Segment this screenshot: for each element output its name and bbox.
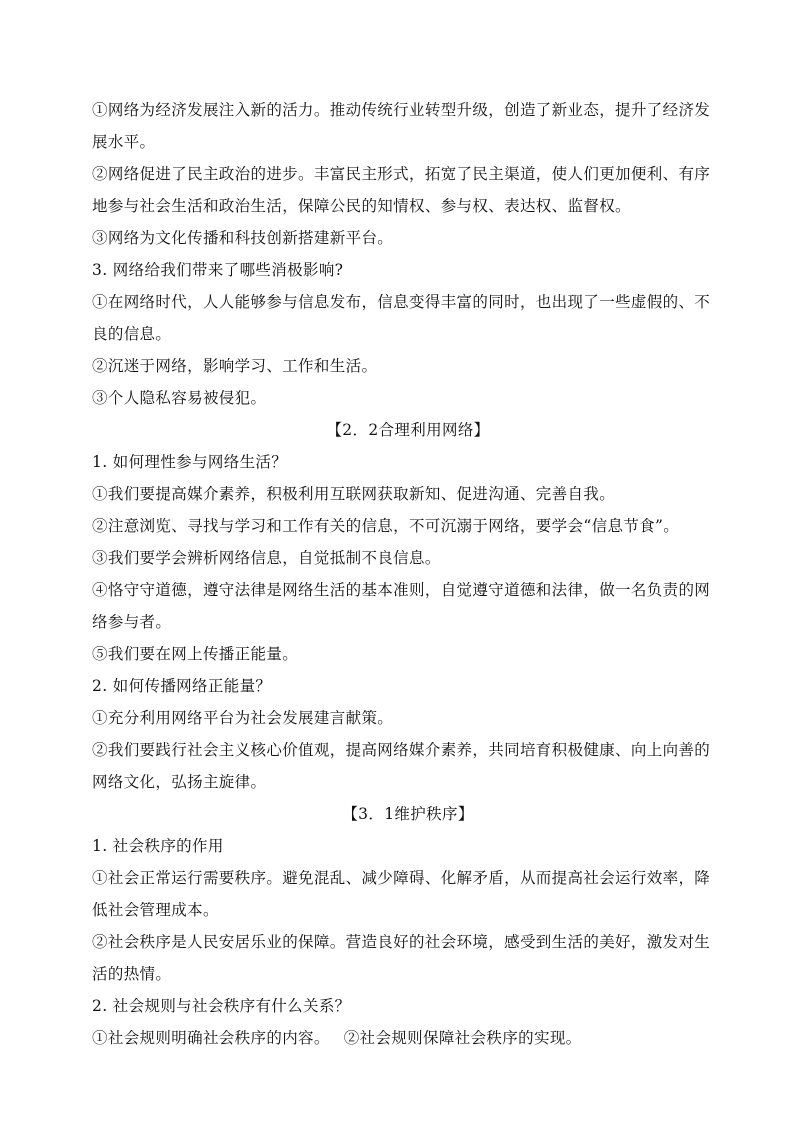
text-line: ②网络促进了民主政治的进步。丰富民主形式，拓宽了民主渠道，使人们更加便利、有序 — [92, 165, 711, 183]
text-line: 络参与者。 — [92, 613, 172, 631]
question-heading: 2. 社会规则与社会秩序有什么关系？ — [92, 997, 351, 1015]
section-title: 【3．1维护秩序】 — [342, 805, 474, 823]
text-line — [92, 1022, 724, 1054]
text-line: ⑤我们要在网上传播正能量。 — [92, 645, 299, 663]
text-line: ①在网络时代，人人能够参与信息发布，信息变得丰富的同时，也出现了一些虚假的、不 — [92, 293, 711, 311]
text-line: ①网络为经济发展注入新的活力。推动传统行业转型升级，创造了新业态，提升了经济发 — [92, 101, 711, 119]
question-heading: 1. 社会秩序的作用 — [92, 837, 224, 855]
text-line: 低社会管理成本。 — [92, 901, 219, 919]
text-line: ③我们要学会辨析网络信息，自觉抵制不良信息。 — [92, 549, 441, 567]
text-line: ②我们要践行社会主义核心价值观，提高网络媒介素养，共同培育积极健康、向上向善的 — [92, 741, 711, 759]
text-line: ④恪守守道德，遵守法律是网络生活的基本准则，自觉遵守道德和法律，做一名负责的网 — [92, 581, 711, 599]
question-heading: 3. 网络给我们带来了哪些消极影响? — [92, 261, 344, 279]
text-line: ②注意浏览、寻找与学习和工作有关的信息，不可沉溺于网络，要学会“信息节食”。 — [92, 517, 680, 535]
text-line: 地参与社会生活和政治生活，保障公民的知情权、参与权、表达权、监督权。 — [92, 197, 631, 215]
answer-part-2: ②社会规则保障社会秩序的实现。 — [343, 1029, 582, 1047]
text-line: 展水平。 — [92, 133, 156, 151]
text-line: ②社会秩序是人民安居乐业的保障。营造良好的社会环境，感受到生活的美好，激发对生 — [92, 933, 711, 951]
question-heading: 2. 如何传播网络正能量？ — [92, 677, 272, 695]
text-line: 网络文化，弘扬主旋律。 — [92, 773, 267, 791]
text-line: 活的热情。 — [92, 965, 172, 983]
document-page — [92, 94, 724, 1054]
section-title: 【2．2合理利用网络】 — [326, 421, 490, 439]
answer-part-1: ①社会规则明确社会秩序的内容。 — [92, 1029, 330, 1047]
text-line: ①充分利用网络平台为社会发展建言献策。 — [92, 709, 394, 727]
text-line: ③网络为文化传播和科技创新搭建新平台。 — [92, 229, 394, 247]
text-line: ①我们要提高媒介素养，积极利用互联网获取新知、促进沟通、完善自我。 — [92, 485, 616, 503]
question-heading: 1. 如何理性参与网络生活？ — [92, 453, 288, 471]
text-line: ①社会正常运行需要秩序。避免混乱、减少障碍、化解矛盾，从而提高社会运行效率，降 — [92, 869, 711, 887]
text-line: ③个人隐私容易被侵犯。 — [92, 389, 267, 407]
text-line: ②沉迷于网络，影响学习、工作和生活。 — [92, 357, 378, 375]
text-line: 良的信息。 — [92, 325, 172, 343]
